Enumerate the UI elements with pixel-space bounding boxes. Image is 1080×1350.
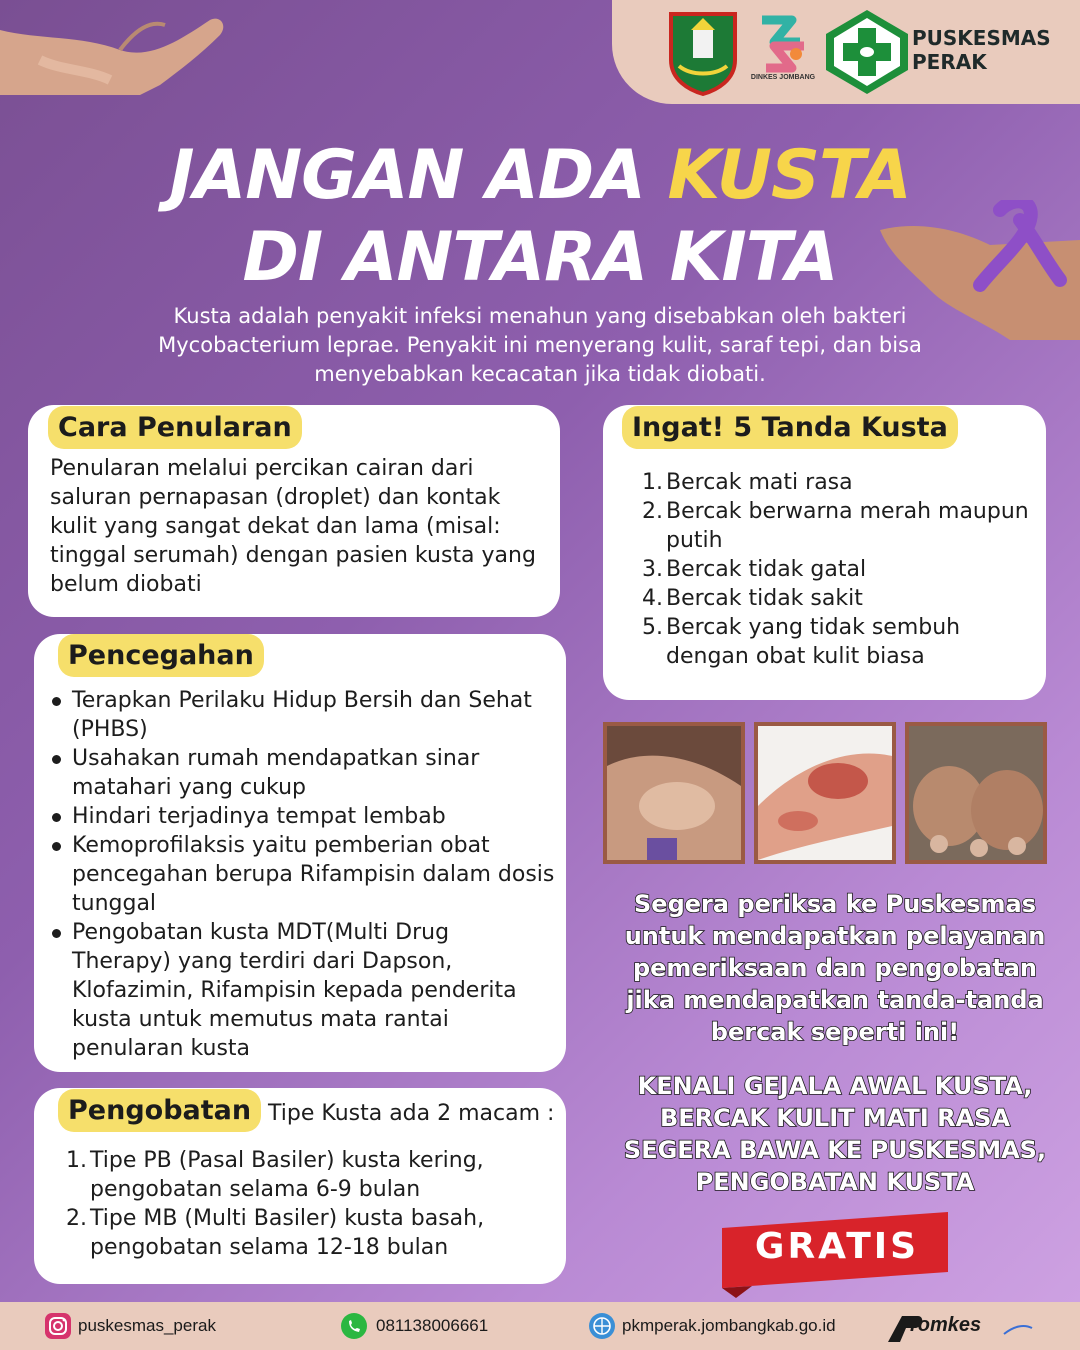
list-item: Pengobatan kusta MDT(Multi Drug Therapy) yang terdiri dari Dapson, Klofazimin, Rifampisin kepada penderita kusta untuk memutus mata rantai penularan kusta [50, 918, 555, 1063]
cta-awareness-text: KENALI GEJALA AWAL KUSTA, BERCAK KULIT MATI RASA SEGERA BAWA KE PUSKESMAS, PENGOBATAN KUSTA [623, 1072, 1047, 1196]
dinkes-label: DINKES JOMBANG [750, 74, 816, 81]
tanda-heading: Ingat! 5 Tanda Kusta [622, 406, 958, 449]
tanda-list [642, 468, 1037, 671]
gratis-badge [722, 1212, 952, 1298]
intro-paragraph: Kusta adalah penyakit infeksi menahun yang disebabkan oleh bakteri Mycobacterium leprae. Penyakit ini menyerang kulit, saraf tepi, dan bisa menyebabkan kecacatan jika tidak diobati. [158, 304, 922, 386]
title-highlight: KUSTA [667, 136, 911, 215]
main-title-line-2: DI ANTARA KITA [242, 218, 838, 297]
list-item: 5. Bercak yang tidak sembuh dengan obat kulit biasa [642, 615, 961, 669]
footer-bar [0, 1302, 1080, 1350]
website-link[interactable]: pkmperak.jombangkab.go.id [622, 1316, 836, 1335]
instagram-icon[interactable] [44, 1312, 72, 1340]
whatsapp-icon[interactable] [340, 1312, 368, 1340]
puskesmas-logo-icon [824, 8, 910, 96]
list-item: 1. Tipe PB (Pasal Basiler) kusta kering, pengobatan selama 6-9 bulan [66, 1148, 484, 1202]
dinkes-jombang-logo-icon [752, 12, 814, 96]
list-item: 3. Bercak tidak gatal [642, 557, 867, 582]
pengobatan-heading: Pengobatan [58, 1089, 261, 1132]
pencegahan-list [50, 686, 555, 1063]
list-item: Hindari terjadinya tempat lembab [50, 802, 555, 831]
list-item: Terapkan Perilaku Hidup Bersih dan Sehat (PHBS) [50, 686, 555, 744]
instagram-handle-link[interactable]: puskesmas_perak [78, 1316, 216, 1335]
jombang-regency-emblem-icon [667, 10, 739, 96]
skin-patch-photo-2 [754, 722, 896, 864]
gratis-label: GRATIS [754, 1226, 920, 1267]
penularan-heading: Cara Penularan [48, 406, 302, 449]
list-item: 2. Bercak berwarna merah maupun putih [642, 499, 1029, 553]
skin-patch-photo-1 [603, 722, 745, 864]
puskesmas-name: PUSKESMAS PERAK [912, 26, 1051, 74]
cta-checkup-text: Segera periksa ke Puskesmas untuk mendapatkan pelayanan pemeriksaan dan pengobatan jika mendapatkan tanda-tanda bercak seperti ini! [624, 890, 1046, 1046]
list-item: Usahakan rumah mendapatkan sinar matahari yang cukup [50, 744, 555, 802]
pencegahan-heading: Pencegahan [58, 634, 264, 677]
promkes-logo-text: romkes [910, 1314, 982, 1336]
pengobatan-list [66, 1146, 546, 1262]
list-item: Kemoprofilaksis yaitu pemberian obat pencegahan berupa Rifampisin dalam dosis tunggal [50, 831, 555, 918]
hand-illustration-top-left [0, 0, 230, 95]
whatsapp-number-link[interactable]: 081138006661 [376, 1316, 489, 1335]
list-item: 1. Bercak mati rasa [642, 470, 853, 495]
pengobatan-subheading: Tipe Kusta ada 2 macam : [268, 1101, 555, 1126]
list-item: 2. Tipe MB (Multi Basiler) kusta basah, pengobatan selama 12-18 bulan [66, 1206, 485, 1260]
list-item: 4. Bercak tidak sakit [642, 586, 863, 611]
skin-patch-photo-3 [905, 722, 1047, 864]
main-title-line-1: JANGAN ADA KUSTA [169, 136, 911, 215]
website-globe-icon[interactable] [588, 1312, 616, 1340]
penularan-text: Penularan melalui percikan cairan dari saluran pernapasan (droplet) dan kontak kulit yang sangat dekat dan lama (misal: tinggal serumah) dengan pasien kusta yang belum diobati [50, 456, 536, 597]
